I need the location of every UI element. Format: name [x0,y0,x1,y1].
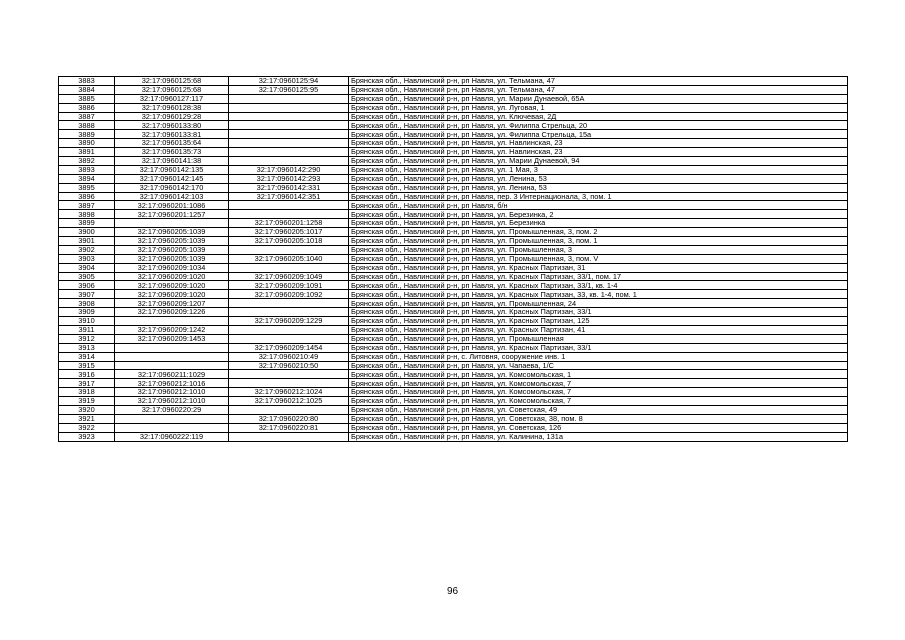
address-cell: Брянская обл., Навлинский р-н, рп Навля, б/н [349,201,848,210]
cadastral-number-cell: 32:17:0960201:1086 [115,201,229,210]
table-row [59,281,848,290]
object-cadastral-number-cell [229,112,349,121]
table-row [59,432,848,441]
page-number: 96 [446,586,459,597]
object-cadastral-number-cell [229,210,349,219]
table-row [59,379,848,388]
row-number-cell: 3911 [59,325,115,334]
address-cell: Брянская обл., Навлинский р-н, рп Навля, ул. Ключевая, 2Д [349,112,848,121]
object-cadastral-number-cell [229,130,349,139]
object-cadastral-number-cell: 32:17:0960220:81 [229,423,349,432]
address-cell: Брянская обл., Навлинский р-н, рп Навля, ул. Красных Партизан, 33/1 [349,343,848,352]
row-number-cell: 3890 [59,139,115,148]
cadastral-number-cell: 32:17:0960205:1039 [115,254,229,263]
object-cadastral-number-cell: 32:17:0960142:290 [229,165,349,174]
row-number-cell: 3923 [59,432,115,441]
address-cell: Брянская обл., Навлинский р-н, рп Навля, ул. Советская, 126 [349,423,848,432]
table-row [59,405,848,414]
cadastral-number-cell: 32:17:0960211:1029 [115,370,229,379]
table-row [59,290,848,299]
object-cadastral-number-cell: 32:17:0960142:293 [229,174,349,183]
cadastral-number-cell: 32:17:0960212:1016 [115,379,229,388]
row-number-cell: 3885 [59,94,115,103]
table-row [59,317,848,326]
address-cell: Брянская обл., Навлинский р-н, рп Навля, ул. 1 Мая, 3 [349,165,848,174]
table-row [59,237,848,246]
object-cadastral-number-cell: 32:17:0960125:95 [229,85,349,94]
table-row [59,299,848,308]
object-cadastral-number-cell: 32:17:0960209:1229 [229,317,349,326]
table-row [59,334,848,343]
address-cell: Брянская обл., Навлинский р-н, рп Навля, ул. Комсомольская, 7 [349,397,848,406]
cadastral-number-cell: 32:17:0960133:81 [115,130,229,139]
table-row [59,183,848,192]
address-cell: Брянская обл., Навлинский р-н, рп Навля, ул. Ленина, 53 [349,183,848,192]
object-cadastral-number-cell [229,299,349,308]
row-number-cell: 3888 [59,121,115,130]
row-number-cell: 3921 [59,414,115,423]
address-cell: Брянская обл., Навлинский р-н, рп Навля, ул. Промышленная, 3 [349,245,848,254]
row-number-cell: 3919 [59,397,115,406]
cadastral-number-cell: 32:17:0960142:103 [115,192,229,201]
table-row [59,263,848,272]
object-cadastral-number-cell [229,263,349,272]
row-number-cell: 3897 [59,201,115,210]
address-cell: Брянская обл., Навлинский р-н, рп Навля, ул. Красных Партизан, 33/1, пом. 17 [349,272,848,281]
address-cell: Брянская обл., Навлинский р-н, рп Навля, ул. Березинка, 2 [349,210,848,219]
row-number-cell: 3893 [59,165,115,174]
cadastral-number-cell [115,219,229,228]
row-number-cell: 3891 [59,148,115,157]
row-number-cell: 3910 [59,317,115,326]
object-cadastral-number-cell [229,121,349,130]
address-cell: Брянская обл., Навлинский р-н, рп Навля, ул. Промышленная, 3, пом. 1 [349,237,848,246]
row-number-cell: 3901 [59,237,115,246]
table-row [59,210,848,219]
address-cell: Брянская обл., Навлинский р-н, рп Навля, ул. Комсомольская, 1 [349,370,848,379]
object-cadastral-number-cell [229,432,349,441]
row-number-cell: 3922 [59,423,115,432]
object-cadastral-number-cell: 32:17:0960205:1017 [229,228,349,237]
object-cadastral-number-cell: 32:17:0960142:351 [229,192,349,201]
cadastral-number-cell: 32:17:0960209:1034 [115,263,229,272]
cadastral-number-cell: 32:17:0960142:135 [115,165,229,174]
table-row [59,272,848,281]
address-cell: Брянская обл., Навлинский р-н, рп Навля, ул. Промышленная, 3, пом. V [349,254,848,263]
object-cadastral-number-cell [229,379,349,388]
address-cell: Брянская обл., Навлинский р-н, рп Навля, ул. Березинка [349,219,848,228]
row-number-cell: 3883 [59,77,115,86]
cadastral-number-cell: 32:17:0960209:1242 [115,325,229,334]
row-number-cell: 3903 [59,254,115,263]
object-cadastral-number-cell: 32:17:0960201:1258 [229,219,349,228]
address-cell: Брянская обл., Навлинский р-н, рп Навля, ул. Марии Дунаевой, 94 [349,157,848,166]
table-row [59,121,848,130]
address-cell: Брянская обл., Навлинский р-н, рп Навля, ул. Луговая, 1 [349,103,848,112]
table-row [59,77,848,86]
cadastral-number-cell: 32:17:0960212:1010 [115,397,229,406]
row-number-cell: 3916 [59,370,115,379]
row-number-cell: 3912 [59,334,115,343]
table-row [59,103,848,112]
object-cadastral-number-cell: 32:17:0960125:94 [229,77,349,86]
row-number-cell: 3889 [59,130,115,139]
row-number-cell: 3887 [59,112,115,121]
object-cadastral-number-cell: 32:17:0960209:1091 [229,281,349,290]
cadastral-number-cell: 32:17:0960209:1226 [115,308,229,317]
address-cell: Брянская обл., Навлинский р-н, рп Навля, ул. Ленина, 53 [349,174,848,183]
cadastral-number-cell: 32:17:0960135:64 [115,139,229,148]
object-cadastral-number-cell: 32:17:0960212:1024 [229,388,349,397]
table-row [59,254,848,263]
cadastral-number-cell: 32:17:0960127:117 [115,94,229,103]
cadastral-number-cell: 32:17:0960205:1039 [115,237,229,246]
row-number-cell: 3907 [59,290,115,299]
address-cell: Брянская обл., Навлинский р-н, рп Навля, ул. Красных Партизан, 33/1, кв. 1-4 [349,281,848,290]
table-row [59,397,848,406]
cadastral-number-cell: 32:17:0960141:38 [115,157,229,166]
object-cadastral-number-cell [229,139,349,148]
address-cell: Брянская обл., Навлинский р-н, рп Навля, ул. Советская, 49 [349,405,848,414]
object-cadastral-number-cell [229,148,349,157]
row-number-cell: 3913 [59,343,115,352]
cadastral-number-cell: 32:17:0960129:28 [115,112,229,121]
cadastral-number-cell: 32:17:0960212:1010 [115,388,229,397]
cadastral-number-cell [115,423,229,432]
cadastral-number-cell: 32:17:0960142:170 [115,183,229,192]
address-cell: Брянская обл., Навлинский р-н, рп Навля, ул. Чапаева, 1/С [349,361,848,370]
address-cell: Брянская обл., Навлинский р-н, рп Навля, ул. Тельмана, 47 [349,85,848,94]
object-cadastral-number-cell [229,201,349,210]
object-cadastral-number-cell: 32:17:0960210:50 [229,361,349,370]
address-cell: Брянская обл., Навлинский р-н, рп Навля, ул. Тельмана, 47 [349,77,848,86]
cadastral-number-cell: 32:17:0960128:38 [115,103,229,112]
table-row [59,192,848,201]
address-cell: Брянская обл., Навлинский р-н, рп Навля, ул. Комсомольская, 7 [349,379,848,388]
table-row [59,414,848,423]
row-number-cell: 3894 [59,174,115,183]
object-cadastral-number-cell: 32:17:0960142:331 [229,183,349,192]
object-cadastral-number-cell: 32:17:0960212:1025 [229,397,349,406]
cadastral-number-cell [115,352,229,361]
table-row [59,361,848,370]
table-row [59,352,848,361]
table-row [59,165,848,174]
row-number-cell: 3884 [59,85,115,94]
table-row [59,370,848,379]
table-row [59,228,848,237]
object-cadastral-number-cell [229,245,349,254]
table-row [59,85,848,94]
row-number-cell: 3896 [59,192,115,201]
address-cell: Брянская обл., Навлинский р-н, рп Навля, ул. Красных Партизан, 33/1 [349,308,848,317]
object-cadastral-number-cell [229,94,349,103]
address-cell: Брянская обл., Навлинский р-н, рп Навля, ул. Навлинская, 23 [349,139,848,148]
object-cadastral-number-cell [229,334,349,343]
table-row [59,174,848,183]
address-cell: Брянская обл., Навлинский р-н, рп Навля, ул. Навлинская, 23 [349,148,848,157]
object-cadastral-number-cell: 32:17:0960205:1018 [229,237,349,246]
address-cell: Брянская обл., Навлинский р-н, рп Навля, ул. Филиппа Стрельца, 20 [349,121,848,130]
object-cadastral-number-cell: 32:17:0960205:1040 [229,254,349,263]
row-number-cell: 3917 [59,379,115,388]
row-number-cell: 3904 [59,263,115,272]
address-cell: Брянская обл., Навлинский р-н, рп Навля, ул. Советская, 38, пом. 8 [349,414,848,423]
cadastral-number-cell: 32:17:0960135:73 [115,148,229,157]
address-cell: Брянская обл., Навлинский р-н, рп Навля, ул. Комсомольская, 7 [349,388,848,397]
cadastral-number-cell: 32:17:0960209:1020 [115,272,229,281]
row-number-cell: 3900 [59,228,115,237]
cadastral-number-cell: 32:17:0960209:1453 [115,334,229,343]
cadastral-number-cell: 32:17:0960125:68 [115,77,229,86]
object-cadastral-number-cell: 32:17:0960209:1092 [229,290,349,299]
address-cell: Брянская обл., Навлинский р-н, рп Навля, пер. 3 Интернационала, 3, пом. 1 [349,192,848,201]
cadastral-number-cell: 32:17:0960209:1207 [115,299,229,308]
object-cadastral-number-cell [229,405,349,414]
address-cell: Брянская обл., Навлинский р-н, с. Литовня, сооружение инв. 1 [349,352,848,361]
table-row [59,219,848,228]
row-number-cell: 3905 [59,272,115,281]
cadastral-number-cell: 32:17:0960209:1020 [115,290,229,299]
table-row [59,157,848,166]
table-row [59,308,848,317]
row-number-cell: 3906 [59,281,115,290]
object-cadastral-number-cell [229,325,349,334]
address-cell: Брянская обл., Навлинский р-н, рп Навля, ул. Красных Партизан, 41 [349,325,848,334]
address-cell: Брянская обл., Навлинский р-н, рп Навля, ул. Красных Партизан, 31 [349,263,848,272]
cadastral-number-cell [115,414,229,423]
row-number-cell: 3918 [59,388,115,397]
cadastral-number-cell: 32:17:0960142:145 [115,174,229,183]
address-cell: Брянская обл., Навлинский р-н, рп Навля, ул. Филиппа Стрельца, 15а [349,130,848,139]
cadastral-number-cell [115,361,229,370]
address-cell: Брянская обл., Навлинский р-н, рп Навля, ул. Промышленная, 24 [349,299,848,308]
cadastral-number-cell [115,317,229,326]
row-number-cell: 3909 [59,308,115,317]
cadastral-number-cell: 32:17:0960125:68 [115,85,229,94]
cadastral-number-cell: 32:17:0960222:119 [115,432,229,441]
table-row [59,325,848,334]
object-cadastral-number-cell: 32:17:0960209:1454 [229,343,349,352]
table-row [59,139,848,148]
cadastral-number-cell: 32:17:0960201:1257 [115,210,229,219]
row-number-cell: 3908 [59,299,115,308]
table-row [59,423,848,432]
address-cell: Брянская обл., Навлинский р-н, рп Навля, ул. Марии Дунаевой, 65А [349,94,848,103]
address-cell: Брянская обл., Навлинский р-н, рп Навля, ул. Красных Партизан, 33, кв. 1-4, пом. 1 [349,290,848,299]
row-number-cell: 3915 [59,361,115,370]
cadastral-number-cell: 32:17:0960205:1039 [115,245,229,254]
address-cell: Брянская обл., Навлинский р-н, рп Навля, ул. Красных Партизан, 125 [349,317,848,326]
row-number-cell: 3892 [59,157,115,166]
row-number-cell: 3902 [59,245,115,254]
row-number-cell: 3914 [59,352,115,361]
object-cadastral-number-cell: 32:17:0960210:49 [229,352,349,361]
object-cadastral-number-cell [229,103,349,112]
object-cadastral-number-cell: 32:17:0960209:1049 [229,272,349,281]
table-row [59,112,848,121]
object-cadastral-number-cell [229,370,349,379]
object-cadastral-number-cell [229,308,349,317]
row-number-cell: 3895 [59,183,115,192]
object-cadastral-number-cell: 32:17:0960220:80 [229,414,349,423]
table-row [59,94,848,103]
table-row [59,148,848,157]
row-number-cell: 3898 [59,210,115,219]
cadastral-number-cell: 32:17:0960220:29 [115,405,229,414]
address-cell: Брянская обл., Навлинский р-н, рп Навля, ул. Промышленная [349,334,848,343]
property-registry-table [58,76,848,442]
cadastral-number-cell: 32:17:0960209:1020 [115,281,229,290]
address-cell: Брянская обл., Навлинский р-н, рп Навля, ул. Промышленная, 3, пом. 2 [349,228,848,237]
cadastral-number-cell: 32:17:0960205:1039 [115,228,229,237]
table-row [59,201,848,210]
cadastral-number-cell [115,343,229,352]
registry-table-body [59,77,848,442]
row-number-cell: 3886 [59,103,115,112]
table-row [59,130,848,139]
address-cell: Брянская обл., Навлинский р-н, рп Навля, ул. Калинина, 131а [349,432,848,441]
cadastral-number-cell: 32:17:0960133:80 [115,121,229,130]
row-number-cell: 3899 [59,219,115,228]
object-cadastral-number-cell [229,157,349,166]
table-row [59,388,848,397]
row-number-cell: 3920 [59,405,115,414]
table-row [59,245,848,254]
table-row [59,343,848,352]
